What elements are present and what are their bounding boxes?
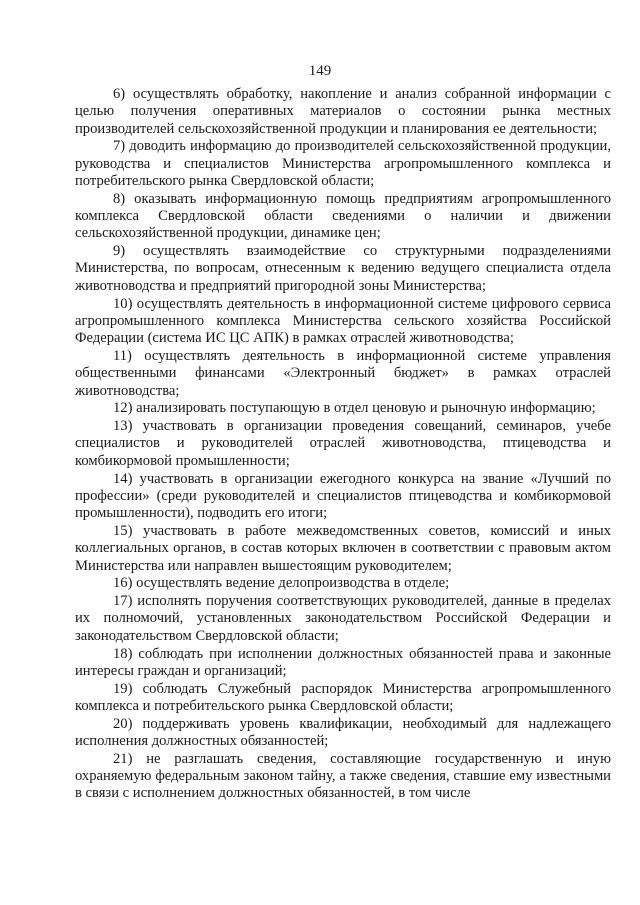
duty-item-9: 9) осуществлять взаимодействие со структурными подразделениями Министерства, по вопросам, отнесенным к ведению ведущего специалиста отдела животноводства и предприятий пригородной зоны Министерства;	[75, 243, 611, 294]
duty-item-18: 18) соблюдать при исполнении должностных обязанностей права и законные интересы граждан и организаций;	[75, 645, 611, 679]
duty-item-19: 19) соблюдать Служебный распорядок Министерства агропромышленного комплекса и потребительского рынка Свердловской области;	[75, 680, 611, 714]
duty-item-6: 6) осуществлять обработку, накопление и анализ собранной информации с целью получения оперативных материалов о состоянии рынка местных производителей сельскохозяйственной продукции и планирования ее деятельности;	[75, 86, 611, 137]
duty-item-10: 10) осуществлять деятельность в информационной системе цифрового сервиса агропромышленного комплекса Министерства сельского хозяйства Российской Федерации (система ИС ЦС АПК) в рамках отраслей животноводства;	[75, 295, 611, 347]
document-body	[75, 86, 611, 803]
duty-item-12: 12) анализировать поступающую в отдел ценовую и рыночную информацию;	[113, 400, 596, 417]
duty-item-8: 8) оказывать информационную помощь предприятиям агропромышленного комплекса Свердловской области сведениями о наличии и движении сельскохозяйственной продукции, динамике цен;	[75, 190, 611, 242]
duty-item-21: 21) не разглашать сведения, составляющие государственную и иную охраняемую федеральным законом тайну, а также сведения, ставшие ему известными в связи с исполнением должностных обязанностей, в том числе	[75, 750, 611, 802]
duty-item-14: 14) участвовать в организации ежегодного конкурса на звание «Лучший по профессии» (среди руководителей и специалистов птицеводства и комбикормовой промышленности), подводить его итоги;	[75, 470, 611, 522]
duty-item-13: 13) участвовать в организации проведения совещаний, семинаров, учебе специалистов и руководителей отраслей животноводства, птицеводства и комбикормовой промышленности;	[75, 418, 611, 469]
duty-item-17: 17) исполнять поручения соответствующих руководителей, данные в пределах их полномочий, установленных законодательством Российской Федерации и законодательством Свердловской области;	[75, 593, 611, 644]
duty-item-7: 7) доводить информацию до производителей сельскохозяйственной продукции, руководства и специалистов Министерства агропромышленного комплекса и потребительского рынка Свердловской области;	[75, 138, 611, 189]
duty-item-16: 16) осуществлять ведение делопроизводства в отделе;	[113, 575, 450, 592]
duty-item-20: 20) поддерживать уровень квалификации, необходимый для надлежащего исполнения должностных обязанностей;	[75, 715, 611, 749]
page-number: 149	[308, 63, 332, 79]
duty-item-15: 15) участвовать в работе межведомственных советов, комиссий и иных коллегиальных органов, в состав которых включен в соответствии с правовым актом Министерства или направлен вышестоящим руководителем;	[75, 522, 611, 574]
duty-item-11: 11) осуществлять деятельность в информационной системе управления общественными финансами «Электронный бюджет» в рамках отраслей животноводства;	[75, 347, 611, 399]
